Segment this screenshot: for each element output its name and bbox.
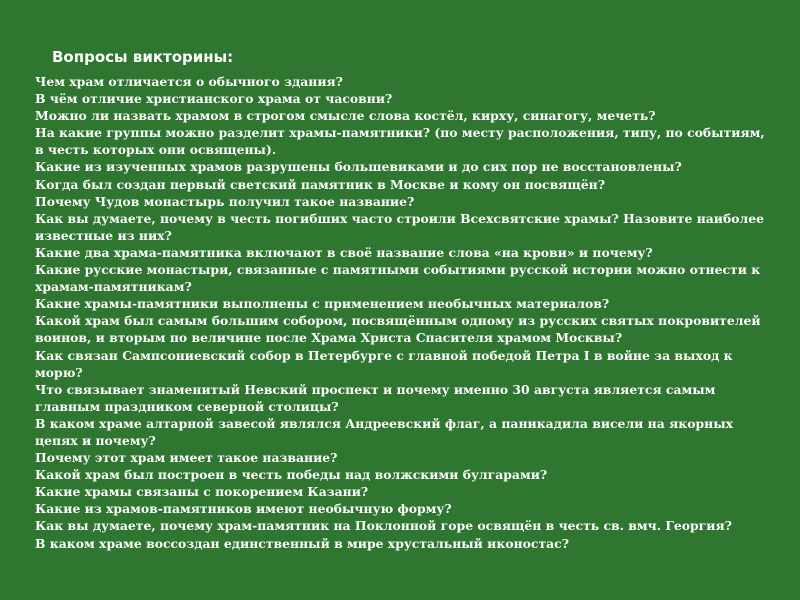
question-item: Какие два храма-памятника включают в своё название слова «на крови» и почему? — [35, 244, 653, 260]
question-item: Какие из изученных храмов разрушены большевиками и до сих пор не восстановлены? — [35, 159, 682, 175]
questions-list — [35, 73, 770, 552]
question-item: Какие храмы-памятники выполнены с применением необычных материалов? — [35, 296, 610, 312]
question-item: В каком храме воссоздан единственный в мире хрустальный иконостас? — [35, 535, 569, 551]
question-item: Почему Чудов монастырь получил такое название? — [35, 193, 415, 209]
question-item: Как вы думаете, почему в честь погибших часто строили Всехсвятские храмы? Назовите наиболее известные из них? — [35, 210, 765, 243]
question-item: Когда был создан первый светский памятник в Москве и кому он посвящён? — [35, 176, 605, 192]
question-item: Какие храмы связаны с покорением Казани? — [35, 484, 369, 500]
question-item: Почему этот храм имеет такое название? — [35, 450, 338, 466]
question-item: Какой храм был самым большим собором, посвящённым одному из русских святых покровителей воинов, и вторым по величине после Храма Христа Спасителя храмом Москвы? — [35, 313, 761, 346]
question-item: В чём отличие христианского храма от часовни? — [35, 91, 393, 107]
question-item: Какие из храмов-памятников имеют необычную форму? — [35, 501, 452, 517]
question-item: Как вы думаете, почему храм-памятник на Поклонной горе освящён в честь св. вмч. Георгия? — [35, 518, 732, 534]
slide-title: Вопросы викторины: — [52, 48, 234, 66]
question-item: Какой храм был построен в честь победы над волжскими булгарами? — [35, 467, 548, 483]
question-item: Можно ли назвать храмом в строгом смысле слова костёл, кирху, синагогу, мечеть? — [35, 108, 656, 124]
question-item: Что связывает знаменитый Невский проспект и почему именно 30 августа является самым главным праздником северной столицы? — [35, 381, 716, 414]
question-item: Какие русские монастыри, связанные с памятными событиями русской истории можно отнести к храмам-памятникам? — [35, 262, 761, 295]
question-item: В каком храме алтарной завесой являлся Андреевский флаг, а паникадила висели на якорных цепях и почему? — [35, 415, 734, 448]
question-item: На какие группы можно разделит храмы-памятники? (по месту расположения, типу, по событиям, в честь которых они освящены). — [35, 125, 765, 158]
question-item: Чем храм отличается о обычного здания? — [35, 74, 343, 89]
question-item: Как связан Сампсониевский собор в Петербурге с главной победой Петра I в войне за выход к морю? — [35, 347, 733, 380]
